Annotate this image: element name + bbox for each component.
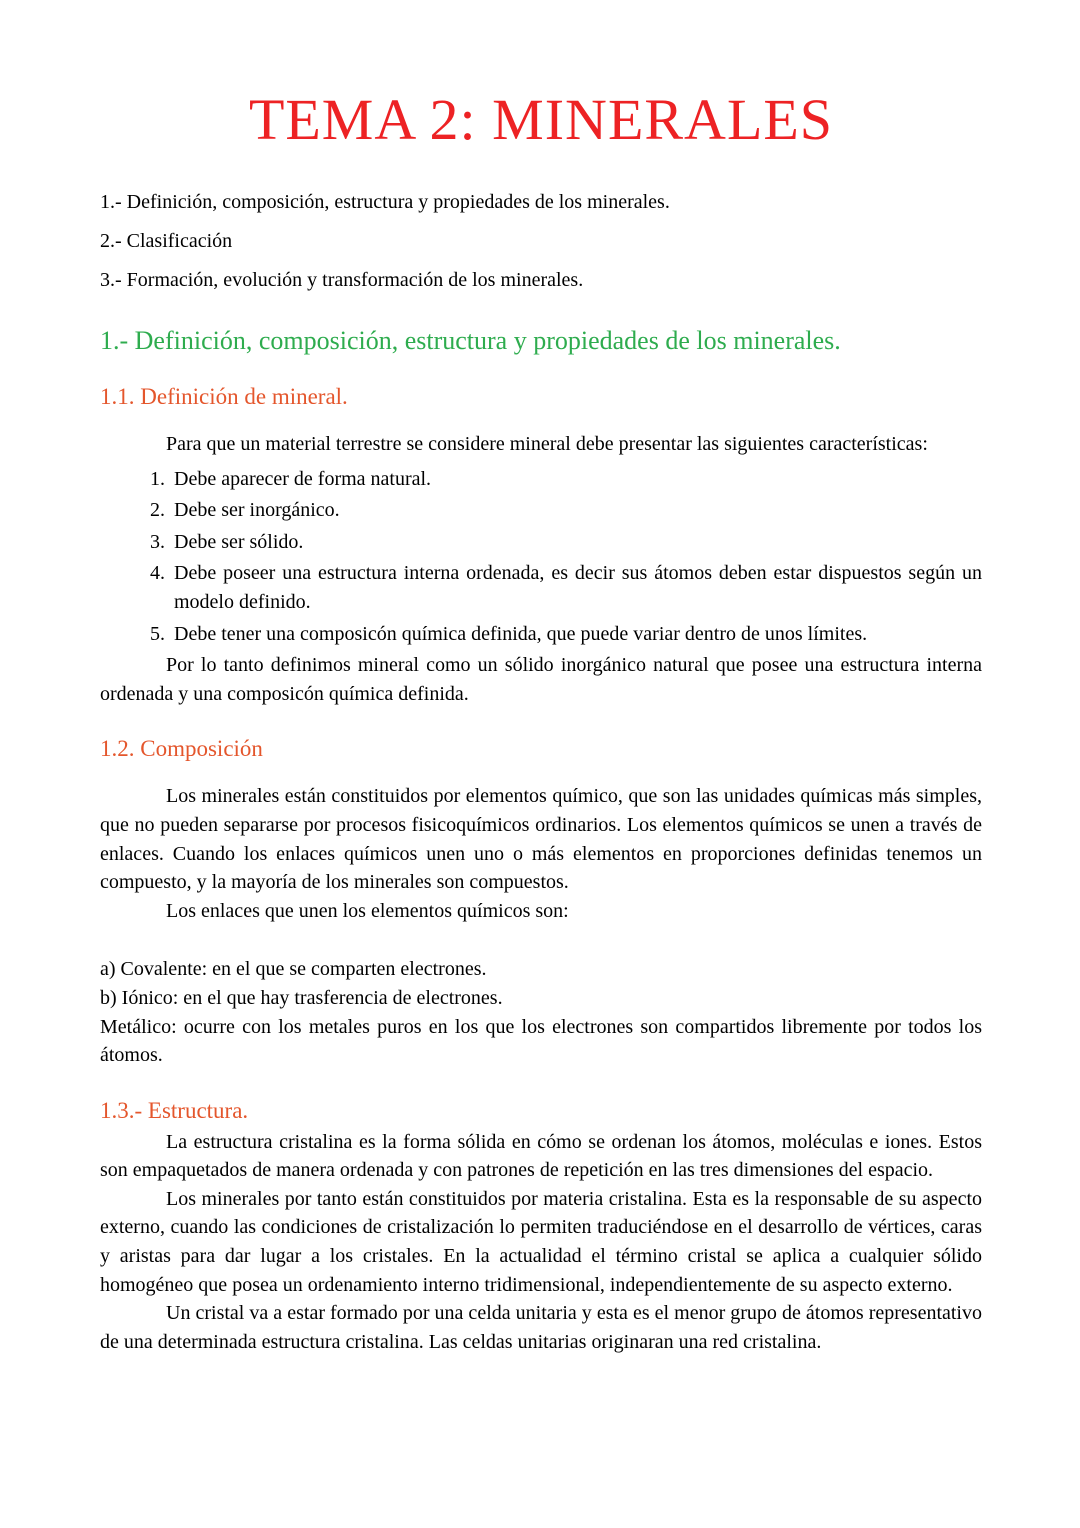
- subsection-1-1-intro-paragraph: Para que un material terrestre se considere mineral debe presentar las siguientes características:: [166, 433, 928, 455]
- criteria-item-1: 1. Debe aparecer de forma natural.: [170, 465, 982, 494]
- bond-type-ionic: b) Iónico: en el que hay trasferencia de electrones.: [100, 986, 503, 1009]
- composition-paragraph: Los minerales están constituidos por elementos químico, que son las unidades químicas más simples, que no pueden separarse por procesos fisicoquímicos ordinarios. Los elementos químicos se unen a través de enlaces. Cuando los enlaces químicos unen uno o más elementos en proporciones definidas tenemos un compuesto, y la mayoría de los minerales son compuestos.: [100, 785, 982, 894]
- document-title: TEMA 2: MINERALES: [248, 87, 834, 152]
- section-1-heading: 1.- Definición, composición, estructura y propiedades de los minerales.: [100, 326, 841, 355]
- criteria-item-3: 3. Debe ser sólido.: [170, 528, 982, 557]
- bond-type-covalent: a) Covalente: en el que se comparten electrones.: [100, 958, 487, 981]
- subsection-1-1-heading: 1.1. Definición de mineral.: [100, 384, 348, 409]
- bond-types-block: [100, 955, 982, 1069]
- structure-paragraph-1: La estructura cristalina es la forma sólida en cómo se ordenan los átomos, moléculas e iones. Estos son empaquetados de manera ordenada y con patrones de repetición en las tres dimensiones del espacio.: [100, 1130, 982, 1182]
- mineral-criteria-list: [100, 465, 982, 649]
- subsection-1-3-heading: 1.3.- Estructura.: [100, 1097, 249, 1123]
- outline-item-1: 1.- Definición, composición, estructura y propiedades de los minerales.: [100, 191, 670, 213]
- criteria-item-4: 4. Debe poseer una estructura interna ordenada, es decir sus átomos deben estar dispuestos según un modelo definido.: [170, 559, 982, 616]
- bonds-intro-paragraph: Los enlaces que unen los elementos químicos son:: [166, 899, 569, 922]
- outline-list: [100, 191, 982, 292]
- structure-paragraph-3: Un cristal va a estar formado por una celda unitaria y esta es el menor grupo de átomos representativo de una determinada estructura cristalina. Las celdas unitarias originaran una red cristalina.: [100, 1302, 982, 1353]
- bond-type-metallic: Metálico: ocurre con los metales puros en los que los electrones son compartidos libremente por todos los átomos.: [100, 1015, 982, 1067]
- outline-item-3: 3.- Formación, evolución y transformación de los minerales.: [100, 269, 584, 291]
- outline-item-2: 2.- Clasificación: [100, 230, 233, 252]
- criteria-item-2: 2. Debe ser inorgánico.: [170, 496, 982, 525]
- criteria-item-5: 5. Debe tener una composicón química definida, que puede variar dentro de unos límites.: [170, 620, 982, 649]
- structure-paragraph-2: Los minerales por tanto están constituidos por materia cristalina. Esta es la responsable de su aspecto externo, cuando las condiciones de cristalización lo permiten traduciéndose en el desarrollo de vértices, caras y aristas para dar lugar a los cristales. En la actualidad el término cristal se aplica a cualquier sólido homogéneo que posea un ordenamiento interno tridimensional, independientemente de su aspecto externo.: [100, 1187, 982, 1296]
- mineral-definition-paragraph: Por lo tanto definimos mineral como un sólido inorgánico natural que posee una estructura interna ordenada y una composicón química definida.: [100, 654, 982, 705]
- subsection-1-2-heading: 1.2. Composición: [100, 736, 263, 762]
